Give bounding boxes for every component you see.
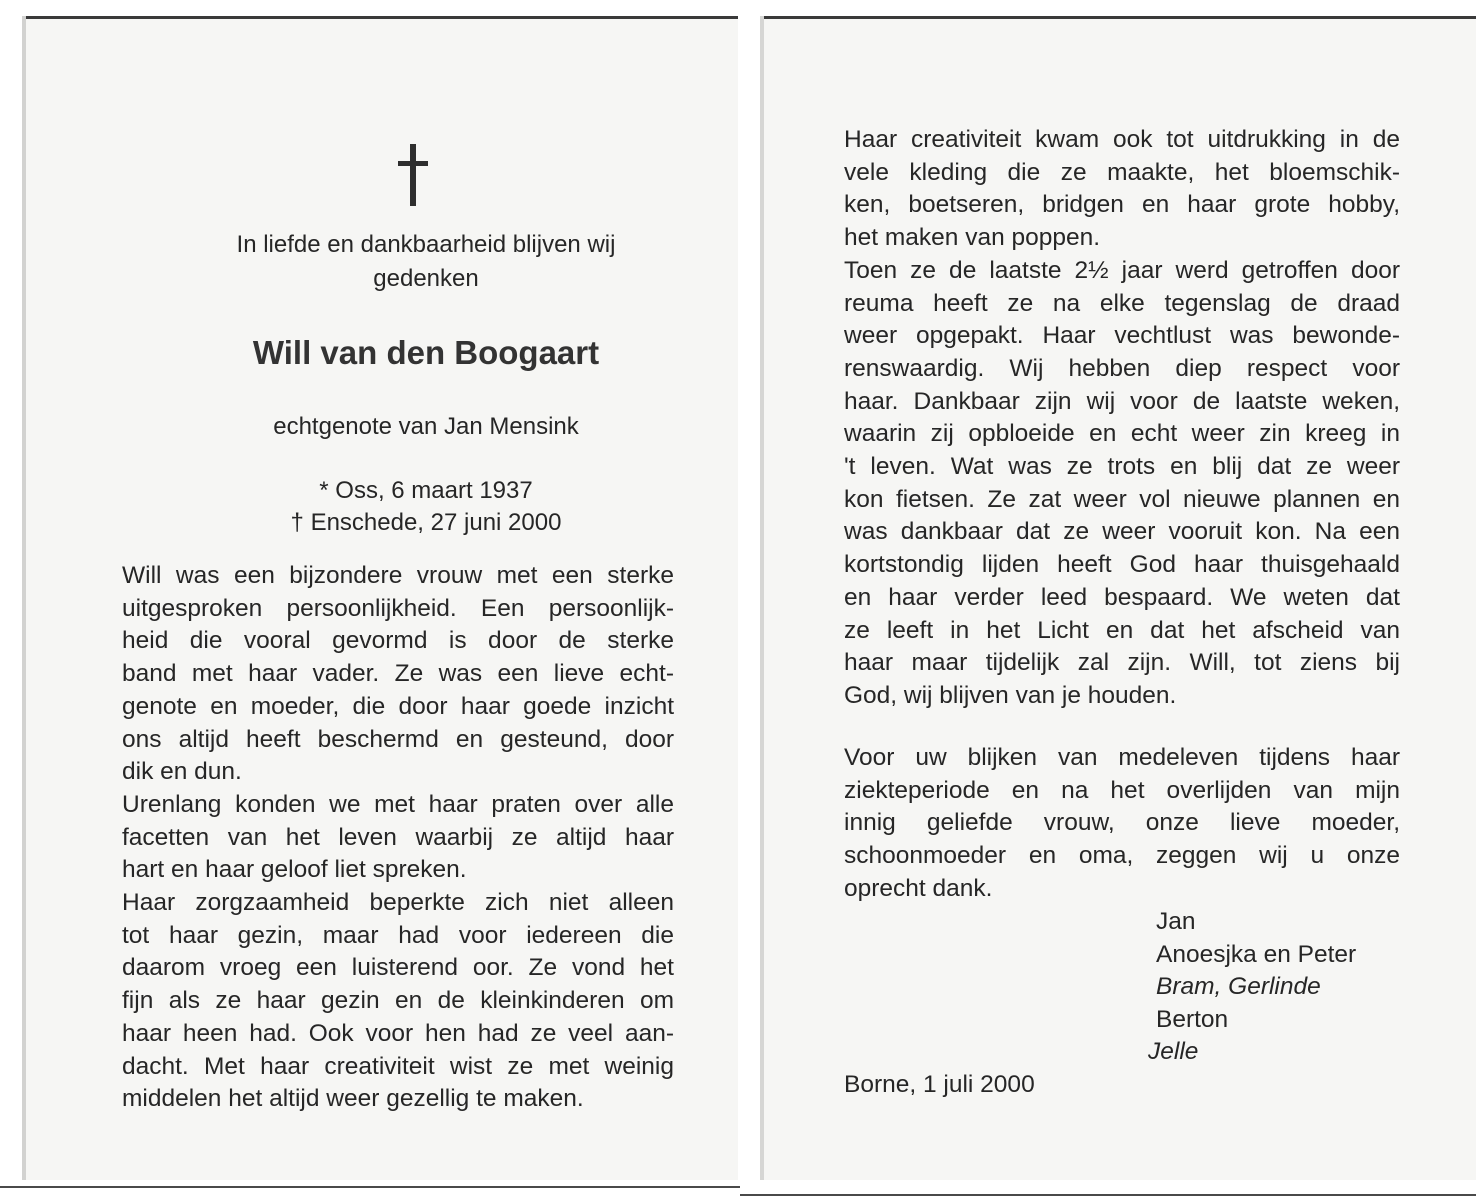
text-line: ziekteperiode en na het overlijden van mijn: [844, 776, 1400, 804]
text-line: Urenlang konden we met haar praten over alle: [122, 790, 674, 818]
signature-name: Anoesjka en Peter: [1156, 941, 1357, 968]
text-line: reuma heeft ze na elke tegenslag de draad: [844, 289, 1400, 317]
text-line: ken, boetseren, bridgen en haar grote hobby,: [844, 191, 1400, 219]
text-line: ons altijd heeft beschermd en gesteund, door: [122, 725, 674, 753]
text-line: innig geliefde vrouw, onze lieve moeder,: [844, 809, 1400, 837]
text-line: genote en moeder, die door haar goede inzicht: [122, 692, 674, 720]
signature-name: Jan: [1156, 908, 1196, 935]
text-line: tot haar gezin, maar had voor iedereen die: [122, 921, 674, 949]
signature-name: Berton: [1156, 1006, 1229, 1033]
text-line: uitgesproken persoonlijkheid. Een persoonlijk-: [122, 594, 674, 622]
text-line: oprecht dank.: [844, 874, 993, 902]
text-line: facetten van het leven waarbij ze altijd haar: [122, 823, 674, 851]
biography-text: [122, 560, 674, 1116]
text-line: haar. Dankbaar zijn wij voor de laatste weken,: [844, 387, 1400, 415]
text-line: en haar verder leed bespaard. We weten dat: [844, 583, 1400, 611]
text-line: Toen ze de laatste 2½ jaar werd getroffen door: [844, 256, 1400, 284]
intro-line: In liefde en dankbaarheid blijven wij: [236, 231, 616, 258]
text-line: het maken van poppen.: [844, 224, 1101, 252]
text-line: dacht. Met haar creativiteit wist ze met weinig: [122, 1052, 674, 1080]
text-line: kortstondig lijden heeft God haar thuisgehaald: [844, 551, 1400, 579]
text-line: God, wij blijven van je houden.: [844, 681, 1177, 709]
spouse-line: echtgenote van Jan Mensink: [273, 413, 579, 440]
text-line: was dankbaar dat ze weer vooruit kon. Na een: [844, 518, 1400, 546]
text-line: fijn als ze haar gezin en de kleinkinderen om: [122, 987, 674, 1015]
text-line: heid die vooral gevormd is door de sterke: [122, 627, 674, 655]
text-line: kon fietsen. Ze zat weer vol nieuwe plannen en: [844, 485, 1400, 513]
place-date: Borne, 1 juli 2000: [844, 1071, 1035, 1098]
text-line: waarin zij opbloeide en echt weer zin kreeg in: [844, 420, 1400, 448]
card-right: [760, 16, 1476, 1180]
birth-line: * Oss, 6 maart 1937: [319, 477, 533, 504]
text-line: Haar creativiteit kwam ook tot uitdrukking in de: [844, 126, 1400, 153]
death-line: † Enschede, 27 juni 2000: [290, 509, 562, 536]
intro-text: [166, 228, 686, 296]
thanks-text: [844, 742, 1400, 906]
text-line: hart en haar geloof liet spreken.: [122, 856, 467, 884]
cross-icon: [398, 144, 428, 209]
text-line: 't leven. Wat was ze trots en blij dat ze weer: [844, 453, 1400, 481]
text-line: daarom vroeg een luisterend oor. Ze vond het: [122, 954, 674, 982]
scan-edge-line: [0, 1186, 740, 1188]
card-left: [22, 16, 738, 1180]
text-line: weer opgepakt. Haar vechtlust was bewonde-: [844, 322, 1400, 350]
text-line: dik en dun.: [122, 758, 242, 786]
text-line: haar maar tijdelijk zal zijn. Will, tot ziens bij: [844, 649, 1400, 677]
text-line: Haar zorgzaamheid beperkte zich niet alleen: [122, 889, 674, 917]
signature-name: Jelle: [1148, 1038, 1199, 1065]
text-line: ze leeft in het Licht en dat het afscheid van: [844, 616, 1400, 644]
text-line: Voor uw blijken van medeleven tijdens haar: [844, 744, 1400, 771]
scan-edge-line: [740, 1194, 1476, 1196]
deceased-name: Will van den Boogaart: [252, 334, 600, 371]
text-line: middelen het altijd weer gezellig te maken.: [122, 1085, 584, 1113]
intro-line: gedenken: [373, 265, 479, 292]
biography-continued-text: [844, 124, 1400, 713]
text-line: Will was een bijzondere vrouw met een sterke: [122, 562, 674, 589]
text-line: renswaardig. Wij hebben diep respect voor: [844, 354, 1400, 382]
text-line: haar heen had. Ook voor hen had ze veel aan-: [122, 1019, 674, 1047]
text-line: band met haar vader. Ze was een lieve echt-: [122, 660, 674, 688]
text-line: schoonmoeder en oma, zeggen wij u onze: [844, 842, 1400, 870]
signature-name: Bram, Gerlinde: [1156, 973, 1321, 1000]
text-line: vele kleding die ze maakte, het bloemschik-: [844, 158, 1400, 186]
